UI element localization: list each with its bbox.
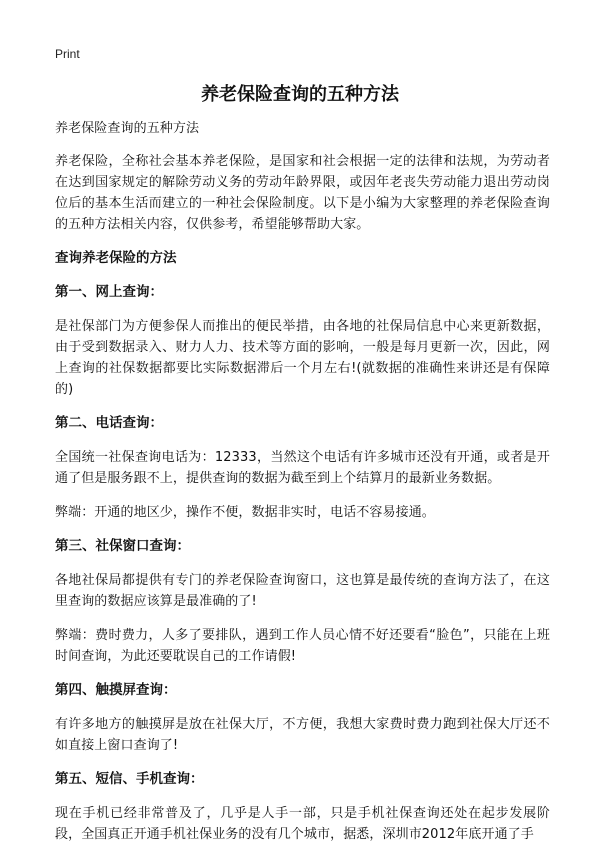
method-heading-window: 第三、社保窗口查询： [55, 538, 190, 554]
method-paragraph: 现在手机已经非常普及了，几乎是人手一部，只是手机社保查询还处在起步发展阶段，全国真正开通手机社保业务的没有几个城市，据悉，深圳市2012年底开通了手 [55, 806, 550, 842]
method-paragraph: 是社保部门为方便参保人而推出的便民举措，由各地的社保局信息中心来更新数据，由于受到数据录入、财力人力、技术等方面的影响，一般是每月更新一次，因此，网上查询的社保数据都要比实际数据滞后一个月左右!(就数据的准确性来讲还是有保障的) [55, 319, 550, 397]
document-title: 养老保险查询的五种方法 [201, 84, 399, 105]
method-heading-phone: 第二、电话查询： [55, 415, 163, 431]
intro-paragraph: 养老保险，全称社会基本养老保险，是国家和社会根据一定的法律和法规，为劳动者在达到国家规定的解除劳动义务的劳动年龄界限，或因年老丧失劳动能力退出劳动岗位后的基本生活而建立的一种社会保险制度。以下是小编为大家整理的养老保险查询的五种方法相关内容，仅供参考，希望能够帮助大家。 [55, 154, 550, 232]
method-heading-online: 第一、网上查询： [55, 284, 163, 300]
method-drawback: 弊端：费时费力，人多了要排队，遇到工作人员心情不好还要看“脸色”，只能在上班时间查询，为此还要耽误自己的工作请假! [55, 628, 550, 664]
section-heading: 查询养老保险的方法 [55, 250, 177, 266]
method-drawback: 弊端：开通的地区少，操作不便，数据非实时，电话不容易接通。 [55, 505, 435, 520]
method-heading-touchscreen: 第四、触摸屏查询： [55, 682, 177, 698]
article-subtitle: 养老保险查询的五种方法 [55, 121, 200, 136]
method-paragraph: 有许多地方的触摸屏是放在社保大厅，不方便，我想大家费时费力跑到社保大厅还不如直接上窗口查询了! [55, 717, 550, 753]
method-paragraph: 全国统一社保查询电话为：12333，当然这个电话有许多城市还没有开通，或者是开通了但是服务跟不上，提供查询的数据为截至到上个结算月的最新业务数据。 [55, 450, 550, 486]
method-paragraph: 各地社保局都提供有专门的养老保险查询窗口，这也算是最传统的查询方法了，在这里查询的数据应该算是最准确的了! [55, 573, 550, 609]
method-heading-sms: 第五、短信、手机查询： [55, 771, 204, 787]
article-body [55, 118, 550, 858]
print-link[interactable]: Print [55, 47, 80, 61]
